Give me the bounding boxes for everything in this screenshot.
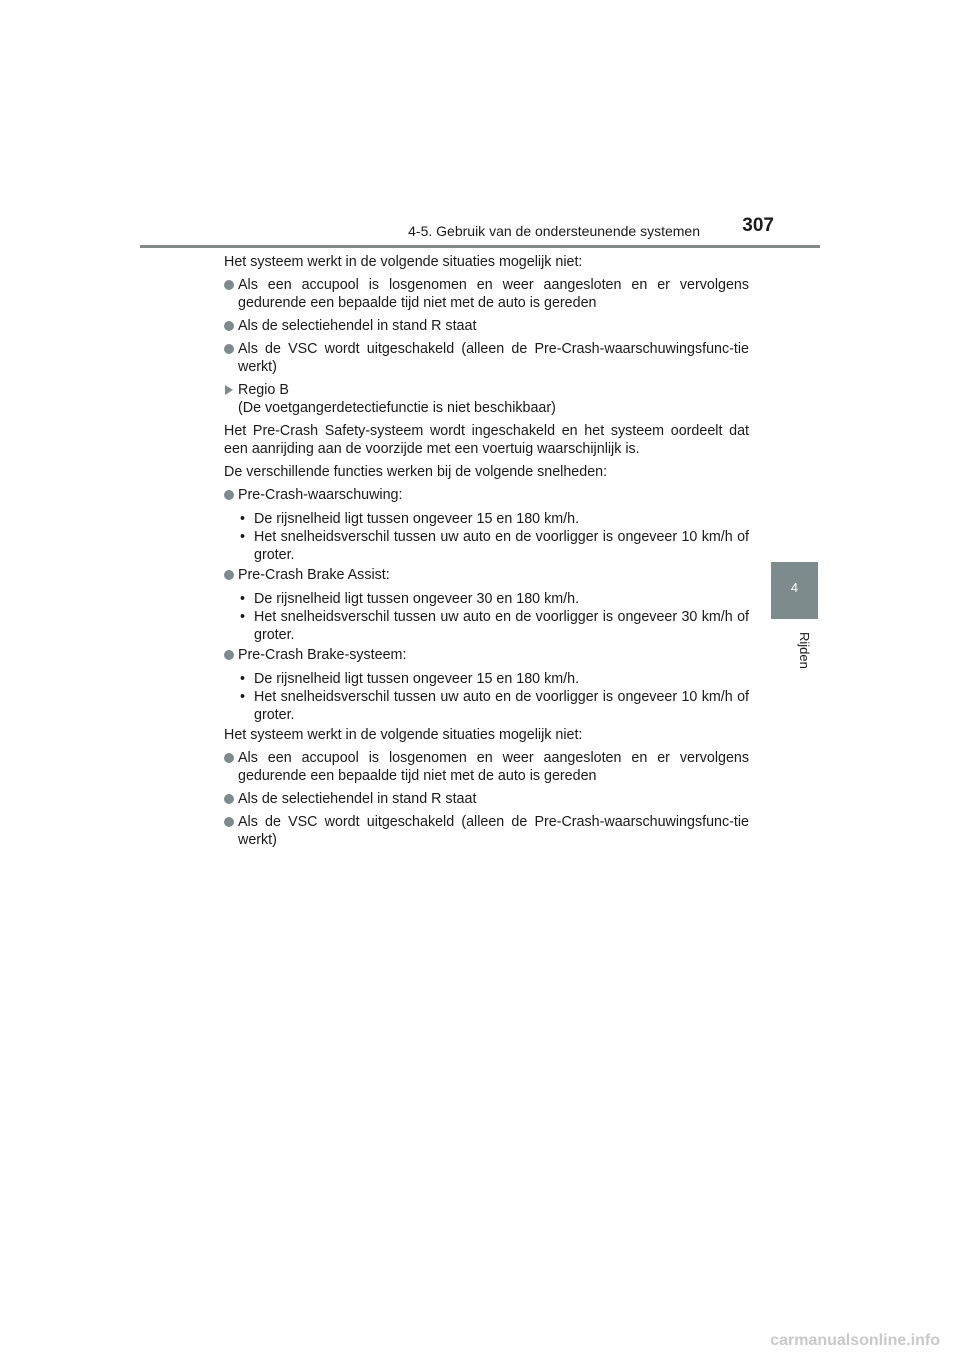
condition-item xyxy=(224,510,749,528)
list-item xyxy=(224,813,749,849)
condition-text: De rijsnelheid ligt tussen ongeveer 15 en 180 km/h. xyxy=(254,671,580,687)
function-conditions xyxy=(224,670,749,724)
function-item xyxy=(224,646,749,664)
speeds-intro-text: De verschillende functies werken bij de volgende snelheden: xyxy=(224,464,608,480)
sub-bullet-mark: • xyxy=(240,609,246,625)
region-title: Regio B xyxy=(238,382,289,398)
intro-text-2: Het systeem werkt in de volgende situaties mogelijk niet: xyxy=(224,727,583,743)
chapter-label: Rijden xyxy=(797,632,812,669)
list-item xyxy=(224,276,749,312)
triangle-arrow-icon xyxy=(225,385,233,395)
function-name: Pre-Crash-waarschuwing: xyxy=(238,487,403,503)
chapter-number: 4 xyxy=(790,580,799,595)
list-item-text: Als een accupool is losgenomen en weer aangesloten en er vervolgens gedurende een bepaalde tijd niet met de auto is gereden xyxy=(238,750,749,784)
sub-bullet-mark: • xyxy=(240,671,246,687)
list-item xyxy=(224,749,749,785)
condition-text: Het snelheidsverschil tussen uw auto en de voorligger is ongeveer 10 km/h of groter. xyxy=(254,689,749,723)
bullet-dot-icon xyxy=(224,650,234,660)
sub-bullet-mark: • xyxy=(240,689,246,705)
region-heading xyxy=(224,381,749,417)
section-title: 4-5. Gebruik van de ondersteunende systemen xyxy=(408,223,700,239)
page-header xyxy=(140,213,820,248)
intro-text-1: Het systeem werkt in de volgende situaties mogelijk niet: xyxy=(224,254,583,270)
condition-item xyxy=(224,528,749,564)
list-item xyxy=(224,340,749,376)
bullet-dot-icon xyxy=(224,490,234,500)
list-item-text: Als de selectiehendel in stand R staat xyxy=(238,791,477,807)
function-conditions xyxy=(224,590,749,644)
function-name: Pre-Crash Brake Assist: xyxy=(238,567,390,583)
condition-text: Het snelheidsverschil tussen uw auto en de voorligger is ongeveer 30 km/h of groter. xyxy=(254,609,749,643)
sub-bullet-mark: • xyxy=(240,511,246,527)
condition-item xyxy=(224,688,749,724)
list-item xyxy=(224,790,749,808)
bullet-dot-icon xyxy=(224,344,234,354)
sub-bullet-mark: • xyxy=(240,529,246,545)
condition-item xyxy=(224,670,749,688)
main-content xyxy=(224,253,749,854)
sub-bullet-mark: • xyxy=(240,591,246,607)
watermark: carmanualsonline.info xyxy=(770,1332,940,1349)
function-conditions xyxy=(224,510,749,564)
list-item-text: Als de VSC wordt uitgeschakeld (alleen de Pre-Crash-waarschuwingsfunc-tie werkt) xyxy=(238,341,749,375)
list-item-text: Als de VSC wordt uitgeschakeld (alleen de Pre-Crash-waarschuwingsfunc-tie werkt) xyxy=(238,814,749,848)
condition-text: Het snelheidsverschil tussen uw auto en de voorligger is ongeveer 10 km/h of groter. xyxy=(254,529,749,563)
list-item xyxy=(224,317,749,335)
list-item-text: Als een accupool is losgenomen en weer aangesloten en er vervolgens gedurende een bepaalde tijd niet met de auto is gereden xyxy=(238,277,749,311)
bullet-dot-icon xyxy=(224,321,234,331)
bullet-dot-icon xyxy=(224,753,234,763)
condition-text: De rijsnelheid ligt tussen ongeveer 30 en 180 km/h. xyxy=(254,591,580,607)
bullet-dot-icon xyxy=(224,570,234,580)
bullet-dot-icon xyxy=(224,794,234,804)
condition-item xyxy=(224,590,749,608)
function-item xyxy=(224,486,749,504)
function-name: Pre-Crash Brake-systeem: xyxy=(238,647,407,663)
region-note: (De voetgangerdetectiefunctie is niet beschikbaar) xyxy=(238,400,556,416)
function-item xyxy=(224,566,749,584)
chapter-tab xyxy=(771,562,818,619)
condition-item xyxy=(224,608,749,644)
description-text: Het Pre-Crash Safety-systeem wordt ingeschakeld en het systeem oordeelt dat een aanrijding aan de voorzijde met een voertuig waarschijnlijk is. xyxy=(224,423,749,457)
page-number: 307 xyxy=(742,215,774,236)
bullet-dot-icon xyxy=(224,280,234,290)
condition-text: De rijsnelheid ligt tussen ongeveer 15 en 180 km/h. xyxy=(254,511,580,527)
bullet-dot-icon xyxy=(224,817,234,827)
list-item-text: Als de selectiehendel in stand R staat xyxy=(238,318,477,334)
